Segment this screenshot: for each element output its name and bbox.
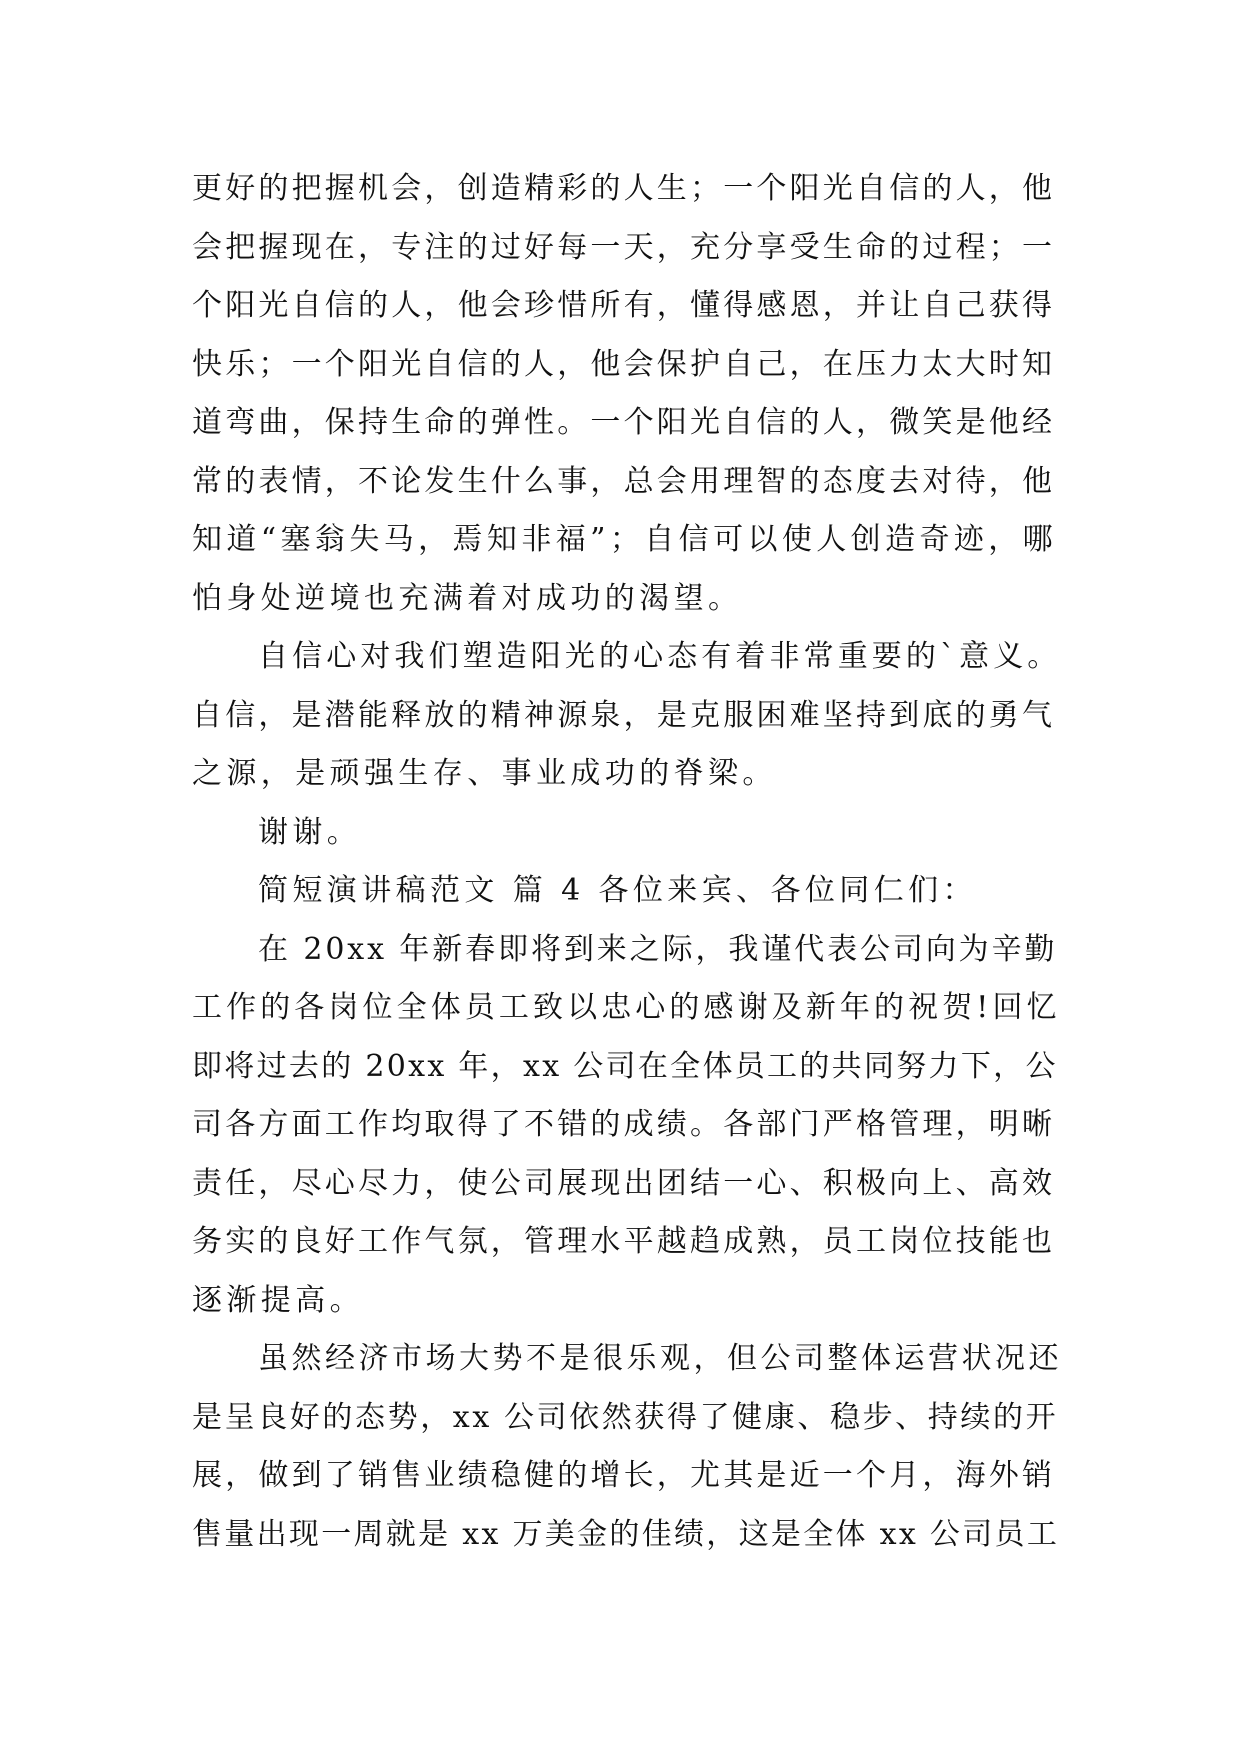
text-line: 售量出现一周就是 xx 万美金的佳绩，这是全体 xx 公司员工 xyxy=(192,1516,1060,1552)
text-line: 更好的把握机会，创造精彩的人生；一个阳光自信的人，他 xyxy=(192,171,1056,206)
text-line: 怕身处逆境也充满着对成功的渴望。 xyxy=(192,580,743,616)
text-line: 司各方面工作均取得了不错的成绩。各部门严格管理，明晰 xyxy=(192,1107,1056,1142)
text-line: 之源，是顽强生存、事业成功的脊梁。 xyxy=(192,756,777,791)
text-line: 工作的各岗位全体员工致以忠心的感谢及新年的祝贺!回忆 xyxy=(192,990,1061,1025)
text-line: 在 20xx 年新春即将到来之际，我谨代表公司向为辛勤 xyxy=(258,931,1058,967)
text-line: 即将过去的 20xx 年，xx 公司在全体员工的共同努力下，公 xyxy=(192,1048,1058,1084)
text-line: 自信心对我们塑造阳光的心态有着非常重要的`意义。 xyxy=(258,639,1062,674)
text-line: 快乐；一个阳光自信的人，他会保护自己，在压力太大时知 xyxy=(192,346,1056,382)
text-line: 个阳光自信的人，他会珍惜所有，懂得感恩，并让自己获得 xyxy=(192,288,1056,323)
text-line: 道弯曲，保持生命的弹性。一个阳光自信的人，微笑是他经 xyxy=(192,405,1056,440)
text-line: 简短演讲稿范文 篇 4 各位来宾、各位同仁们： xyxy=(258,873,977,908)
text-line: 展，做到了销售业绩稳健的增长，尤其是近一个月，海外销 xyxy=(192,1458,1056,1493)
text-line: 常的表情，不论发生什么事，总会用理智的态度去对待，他 xyxy=(192,463,1056,499)
text-line: 逐渐提高。 xyxy=(192,1282,364,1318)
text-line: 知道“塞翁失马，焉知非福”；自信可以使人创造奇迹，哪 xyxy=(192,522,1058,557)
text-line: 自信，是潜能释放的精神源泉，是克服困难坚持到底的勇气 xyxy=(192,697,1056,733)
text-line: 虽然经济市场大势不是很乐观，但公司整体运营状况还 xyxy=(258,1341,1062,1376)
text-line: 务实的良好工作气氛，管理水平越趋成熟，员工岗位技能也 xyxy=(192,1224,1056,1259)
text-line: 谢谢。 xyxy=(258,814,362,850)
text-line: 责任，尽心尽力，使公司展现出团结一心、积极向上、高效 xyxy=(192,1165,1056,1201)
document-body xyxy=(192,160,1062,1564)
text-line: 会把握现在，专注的过好每一天，充分享受生命的过程；一 xyxy=(192,229,1056,265)
text-line: 是呈良好的态势，xx 公司依然获得了健康、稳步、持续的开 xyxy=(192,1399,1059,1435)
